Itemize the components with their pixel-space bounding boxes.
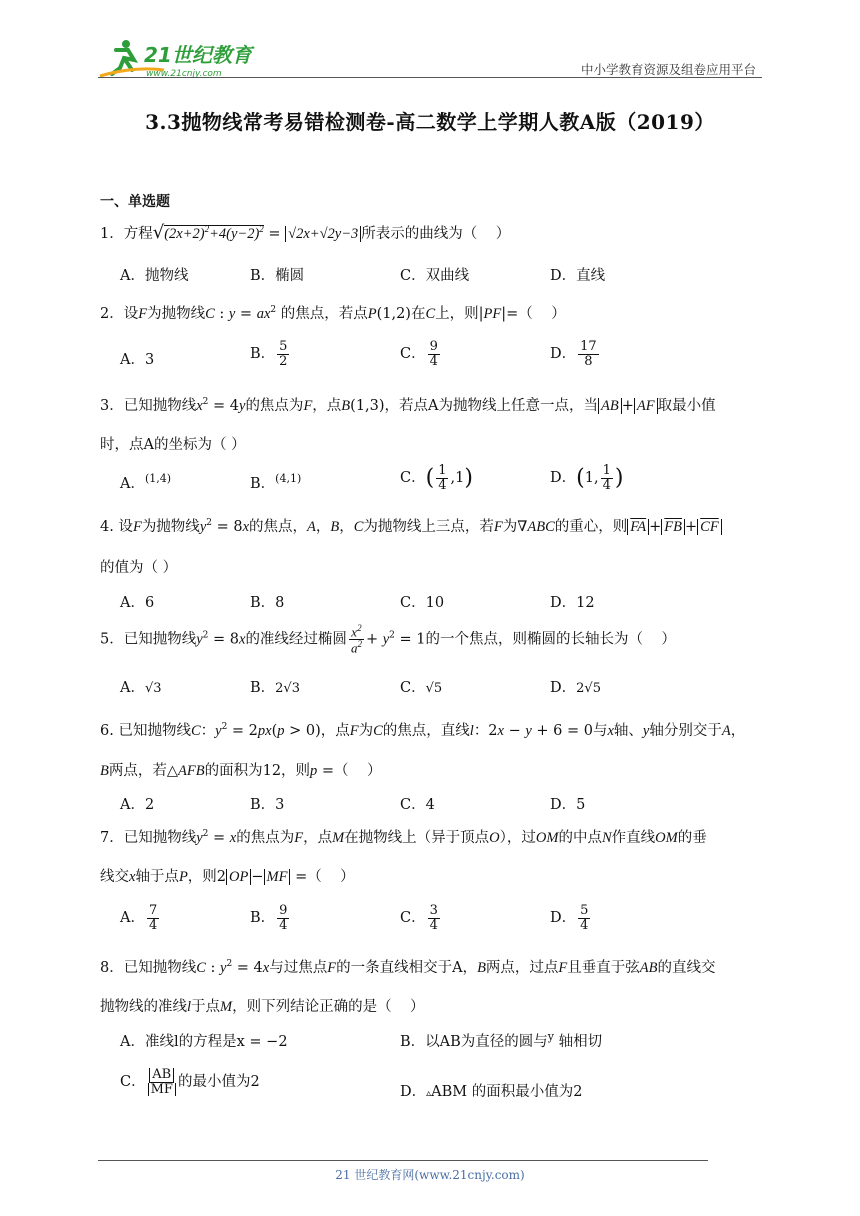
question-4-stem-line2: 的值为（ ） <box>100 560 178 576</box>
section-heading: 一、单选题 <box>100 194 170 210</box>
question-6-option-b[interactable]: B．3 <box>250 797 285 813</box>
question-8-stem-line2: 抛物线的准线l于点M，则下列结论正确的是（ ） <box>100 999 425 1015</box>
platform-name: 中小学教育资源及组卷应用平台 <box>580 62 756 77</box>
question-3-option-a[interactable]: A．$^{(1,4)}$ <box>120 472 172 492</box>
question-6-stem-line1: 6. 已知抛物线C：$y^2 = 2px(p > 0)$，点F为C的焦点，直线l：2x − y + 6 = 0与x轴、y轴分别交于A， <box>100 722 746 739</box>
question-4-option-a[interactable]: A．6 <box>120 595 155 611</box>
question-5-option-c[interactable]: C．√5 <box>400 680 443 696</box>
question-8-option-a[interactable]: A．准线l的方程是x = −2 <box>120 1034 288 1050</box>
question-2-stem: 2．设F为抛物线C : $y = ax^2$ 的焦点，若点P(1,2)在C上，则|PF|=（ ） <box>100 305 566 322</box>
footer-divider <box>98 1160 708 1161</box>
page-title: 3.3抛物线常考易错检测卷-高二数学上学期人教A版（2019） <box>145 110 715 134</box>
header-divider <box>98 77 762 78</box>
svg-text:21世纪教育: 21世纪教育 <box>144 43 252 67</box>
question-6-option-a[interactable]: A．2 <box>120 797 155 813</box>
question-2-option-d[interactable]: D． $\frac{17}{8}$ <box>550 339 597 369</box>
question-6-option-c[interactable]: C．4 <box>400 797 435 813</box>
question-7-option-b[interactable]: B． $\frac{9}{4}$ <box>250 903 288 933</box>
svg-text:www.21cnjy.com: www.21cnjy.com <box>146 69 222 79</box>
question-4-option-b[interactable]: B．8 <box>250 595 285 611</box>
question-5-option-a[interactable]: A．√3 <box>120 680 162 696</box>
question-7-option-a[interactable]: A． $\frac{7}{4}$ <box>120 903 158 933</box>
question-5-option-d[interactable]: D．2√5 <box>550 680 601 696</box>
question-3-option-b[interactable]: B．$^{(4,1)}$ <box>250 472 302 492</box>
question-2-option-b[interactable]: B． $\frac{5}{2}$ <box>250 339 288 369</box>
question-1-option-d[interactable]: D．直线 <box>550 268 606 284</box>
question-5-stem: 5．已知抛物线$y^2 = 8x$的准线经过椭圆 $\frac{x^2}{a^2}$ + $y^2 = 1$的一个焦点，则椭圆的长轴长为（ ） <box>100 623 676 656</box>
question-4-option-c[interactable]: C．10 <box>400 595 445 611</box>
question-1-stem: 1．方程$√(2x+2)^2+4(y-2)^2 = √2x+√2y-3$ 所表示的曲线为（ ） <box>100 222 511 243</box>
question-6-option-d[interactable]: D．5 <box>550 797 586 813</box>
question-7-option-c[interactable]: C． $\frac{3}{4}$ <box>400 903 438 933</box>
question-8-option-b[interactable]: B．以AB为直径的圆与$^y$ 轴相切 <box>400 1030 603 1050</box>
question-7-option-d[interactable]: D． $\frac{5}{4}$ <box>550 903 589 933</box>
question-1-option-a[interactable]: A．抛物线 <box>120 268 189 284</box>
question-1-option-c[interactable]: C．双曲线 <box>400 268 470 284</box>
question-2-option-c[interactable]: C． $\frac{9}{4}$ <box>400 339 438 369</box>
question-6-stem-line2: B两点，若△AFB的面积为12，则p =（ ） <box>100 763 382 779</box>
question-5-option-b[interactable]: B．2√3 <box>250 680 300 696</box>
question-3-option-c[interactable]: C．( $\frac{1}{4}$ ,1) <box>400 463 473 493</box>
question-3-stem-line2: 时，点A的坐标为（ ） <box>100 437 246 453</box>
question-8-option-d[interactable]: D．▵ABM 的面积最小值为2 <box>400 1084 583 1100</box>
question-3-stem-line1: 3．已知抛物线$x^2 = 4y$的焦点为F，点B(1,3)，若点A为抛物线上任意一点，当 AB + AF 取最小值 <box>100 397 716 414</box>
question-2-option-a[interactable]: A．3 <box>120 352 155 368</box>
question-1-option-b[interactable]: B．椭圆 <box>250 268 305 284</box>
question-8-option-c[interactable]: C． $\frac{AB}{MF}$ 的最小值为2 <box>120 1067 260 1097</box>
question-3-option-d[interactable]: D．(1, $\frac{1}{4}$ ) <box>550 463 624 493</box>
question-4-stem-line1: 4. 设F为抛物线$y^2 = 8x$的焦点，A，B，C为抛物线上三点，若F为∇ABC的重心，则 $\overline{FA} + \overline{FB} + \overline{CF}$ <box>100 515 722 536</box>
question-4-option-d[interactable]: D．12 <box>550 595 595 611</box>
site-logo <box>94 36 274 82</box>
footer-link[interactable]: 21 世纪教育网(www.21cnjy.com) <box>335 1168 525 1182</box>
question-7-stem-line1: 7．已知抛物线$y^2 = x$的焦点为F，点M在抛物线上（异于顶点O），过OM的中点N作直线OM的垂 <box>100 829 707 846</box>
question-8-stem-line1: 8．已知抛物线C : $y^2 = 4x$与过焦点F的一条直线相交于A，B两点，过点F且垂直于弦AB的直线交 <box>100 959 716 976</box>
question-7-stem-line2: 线交x轴于点P，则2 OP − MF =（ ） <box>100 869 355 885</box>
